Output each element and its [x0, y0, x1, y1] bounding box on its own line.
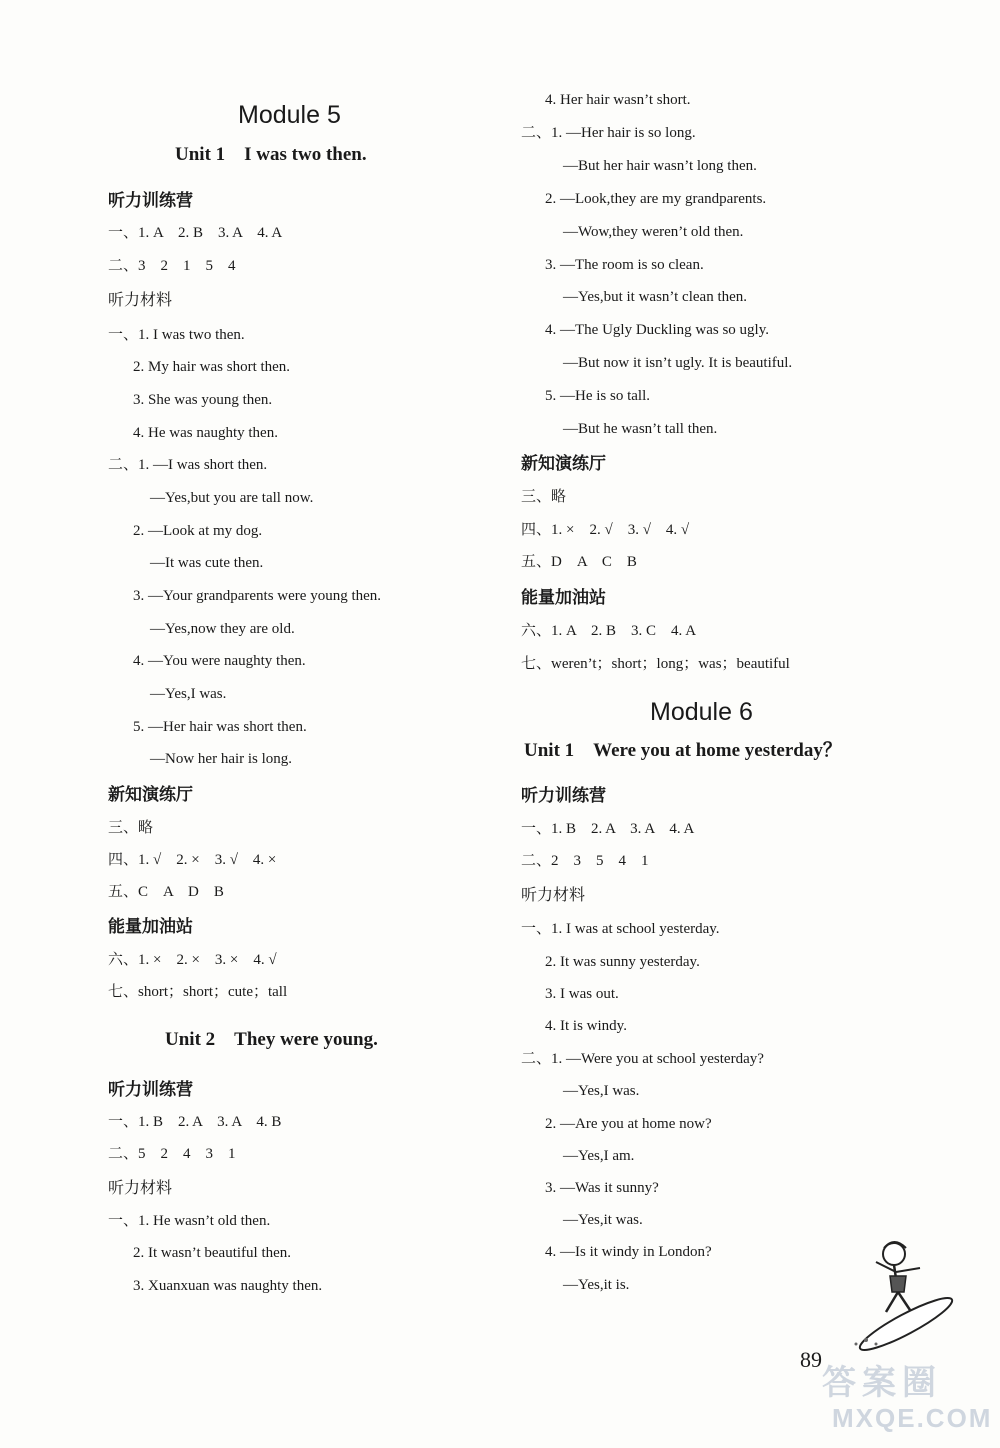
page-number: 89: [800, 1347, 822, 1372]
answer-line: 七、short；short；cute；tall: [108, 984, 288, 1000]
answer-line: 一、1. B 2. A 3. A 4. A: [521, 821, 695, 837]
answer-line: 2. —Look at my dog.: [133, 523, 263, 539]
unit-heading: Unit 1 I was two then.: [175, 144, 367, 165]
answer-line: 四、1. × 2. √ 3. √ 4. √: [521, 522, 690, 538]
answer-line: 3. Xuanxuan was naughty then.: [133, 1278, 323, 1294]
answer-line: 4. —The Ugly Duckling was so ugly.: [545, 322, 770, 338]
answer-line: —Yes,now they are old.: [150, 621, 295, 637]
answer-line: 五、C A D B: [108, 884, 224, 900]
answer-line: 二、1. —Were you at school yesterday?: [521, 1051, 764, 1067]
answer-line: 2. It was sunny yesterday.: [545, 954, 700, 970]
answer-line: 3. She was young then.: [133, 392, 273, 408]
answer-line: —Yes,I was.: [563, 1083, 640, 1099]
section-heading: 新知演练厅: [521, 454, 606, 474]
answer-line: —Yes,I am.: [563, 1148, 635, 1164]
answer-line: —But he wasn’t tall then.: [563, 421, 718, 437]
answer-line: 一、1. A 2. B 3. A 4. A: [108, 225, 283, 241]
section-heading: 听力训练营: [108, 1080, 193, 1100]
answer-line: —Now her hair is long.: [150, 751, 293, 767]
section-heading: 能量加油站: [108, 917, 193, 937]
answer-line: 三、略: [521, 489, 567, 505]
answer-line: 4. —You were naughty then.: [133, 653, 306, 669]
answer-line: 5. —Her hair was short then.: [133, 719, 307, 735]
section-subheading: 听力材料: [108, 1178, 173, 1197]
answer-line: 七、weren’t；short；long；was；beautiful: [521, 656, 790, 672]
module-heading: Module 5: [238, 101, 341, 129]
section-subheading: 听力材料: [108, 290, 173, 309]
answer-line: —Wow,they weren’t old then.: [563, 224, 744, 240]
answer-line: 3. —Your grandparents were young then.: [133, 588, 382, 604]
answer-line: 三、略: [108, 820, 154, 836]
answer-line: 二、1. —I was short then.: [108, 457, 268, 473]
answer-line: 2. —Look,they are my grandparents.: [545, 191, 767, 207]
answer-line: 4. He was naughty then.: [133, 425, 278, 441]
watermark-text: 答案圈: [822, 1364, 942, 1402]
answer-line: 五、D A C B: [521, 554, 637, 570]
answer-line: —Yes,but you are tall now.: [150, 490, 314, 506]
answer-line: 二、3 2 1 5 4: [108, 258, 236, 274]
answer-line: 3. —Was it sunny?: [545, 1180, 659, 1196]
module-heading: Module 6: [650, 698, 753, 726]
answer-line: 5. —He is so tall.: [545, 388, 650, 404]
answer-line: 一、1. I was at school yesterday.: [521, 921, 720, 937]
section-heading: 听力训练营: [108, 191, 193, 211]
surfer-girl-illustration: [836, 1232, 966, 1352]
section-subheading: 听力材料: [521, 885, 586, 904]
answer-line: 二、1. —Her hair is so long.: [521, 125, 696, 141]
answer-line: —Yes,it was.: [563, 1212, 643, 1228]
answer-line: 四、1. √ 2. × 3. √ 4. ×: [108, 852, 277, 868]
watermark: [818, 1355, 996, 1443]
answer-line: —Yes,I was.: [150, 686, 227, 702]
answer-line: 二、5 2 4 3 1: [108, 1146, 236, 1162]
answer-line: 一、1. I was two then.: [108, 327, 245, 343]
answer-line: 二、2 3 5 4 1: [521, 853, 649, 869]
answer-line: 3. I was out.: [545, 986, 619, 1002]
answer-line: 2. It wasn’t beautiful then.: [133, 1245, 292, 1261]
section-heading: 新知演练厅: [108, 785, 193, 805]
answer-line: —Yes,but it wasn’t clean then.: [563, 289, 748, 305]
answer-line: 2. —Are you at home now?: [545, 1116, 712, 1132]
answer-line: 4. Her hair wasn’t short.: [545, 92, 691, 108]
answer-line: 4. It is windy.: [545, 1018, 627, 1034]
answer-line: 4. —Is it windy in London?: [545, 1244, 712, 1260]
answer-line: —But now it isn’t ugly. It is beautiful.: [563, 355, 793, 371]
answer-line: 一、1. He wasn’t old then.: [108, 1213, 271, 1229]
answer-line: —Yes,it is.: [563, 1277, 630, 1293]
section-heading: 能量加油站: [521, 588, 606, 608]
answer-line: —But her hair wasn’t long then.: [563, 158, 757, 174]
watermark-url: MXQE.COM: [832, 1403, 993, 1433]
answer-line: 六、1. × 2. × 3. × 4. √: [108, 952, 277, 968]
answer-line: 一、1. B 2. A 3. A 4. B: [108, 1114, 282, 1130]
unit-heading: Unit 2 They were young.: [165, 1029, 378, 1050]
answer-line: —It was cute then.: [150, 555, 264, 571]
answer-line: 3. —The room is so clean.: [545, 257, 704, 273]
unit-heading: Unit 1 Were you at home yesterday？: [524, 740, 842, 761]
answer-line: 2. My hair was short then.: [133, 359, 291, 375]
answer-line: 六、1. A 2. B 3. C 4. A: [521, 623, 697, 639]
section-heading: 听力训练营: [521, 786, 606, 806]
